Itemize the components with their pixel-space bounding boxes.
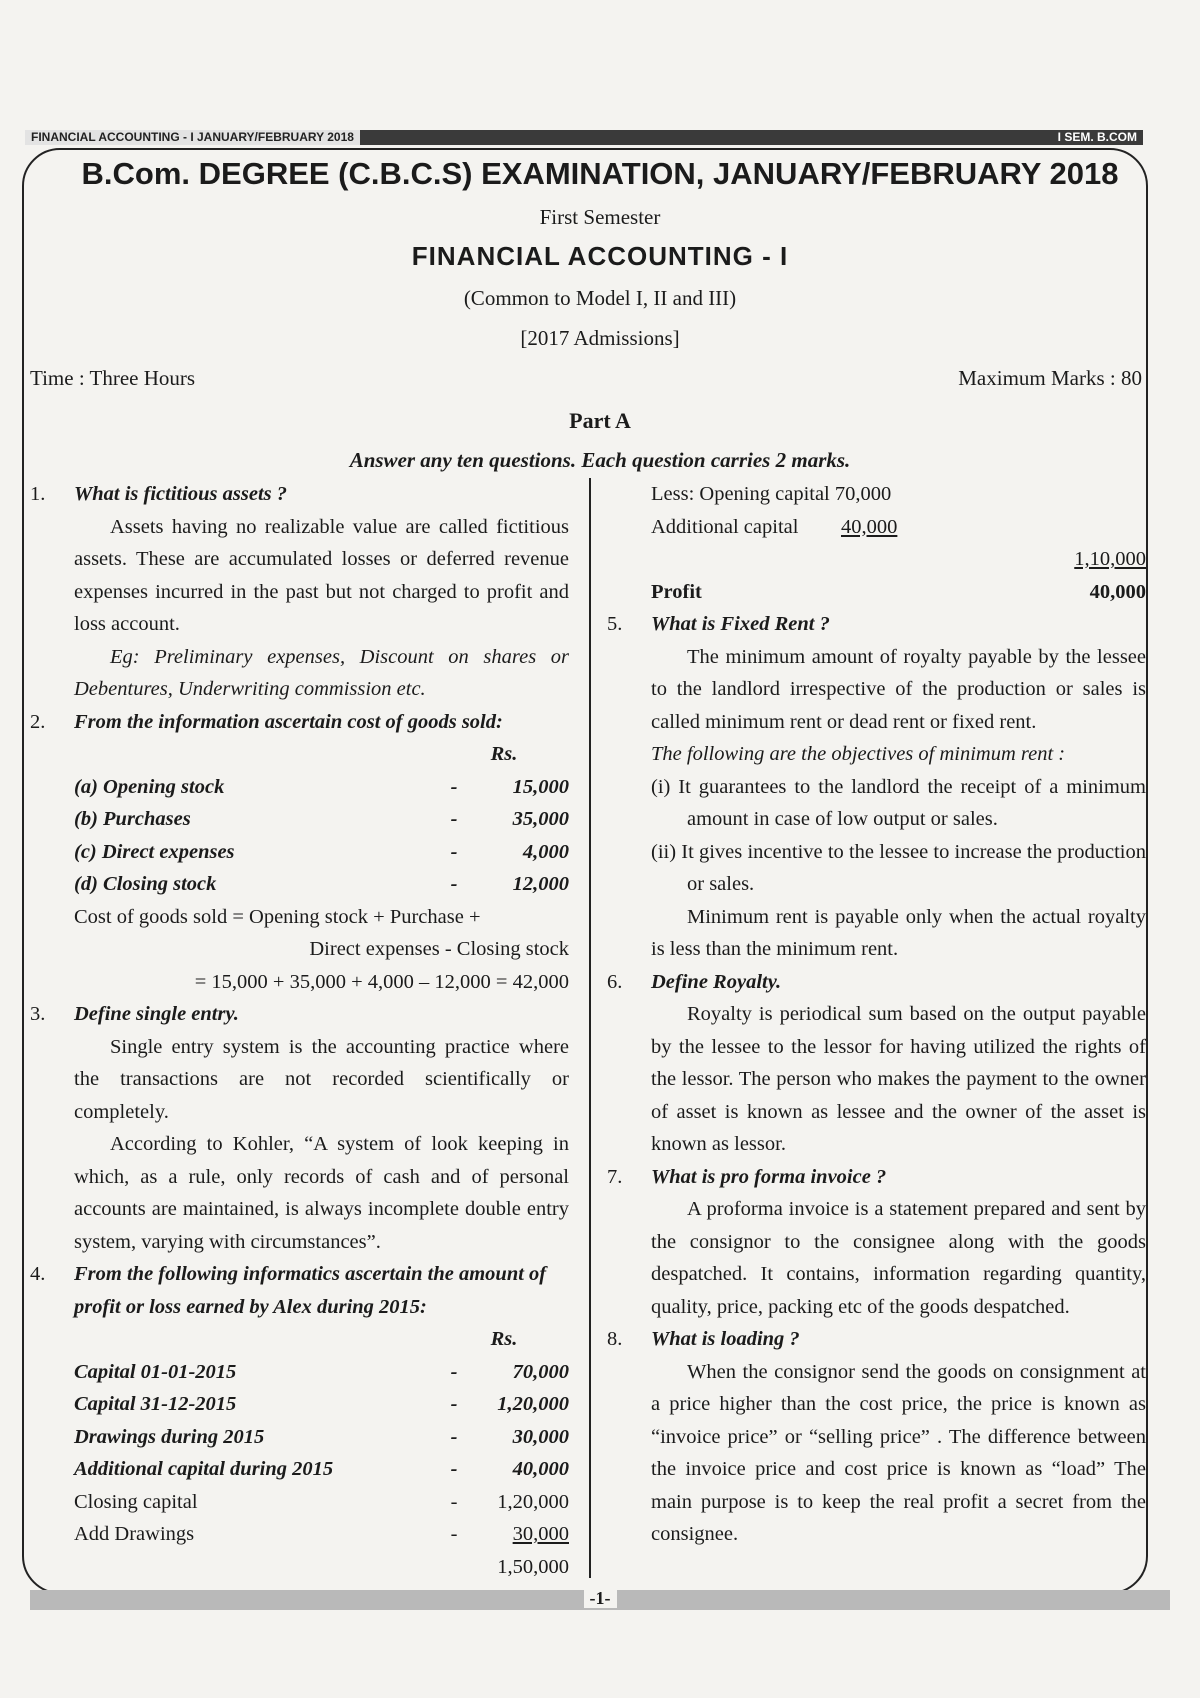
subject: FINANCIAL ACCOUNTING - I [411, 241, 789, 271]
question-title: Define Royalty. [651, 970, 782, 993]
question-number: 5. [607, 613, 623, 635]
formula-line-2: Direct expenses - Closing stock [309, 938, 569, 960]
table-row [74, 1551, 569, 1584]
question-title: What is Fixed Rent ? [651, 613, 830, 635]
less-line: Less: Opening capital 70,000 [651, 483, 892, 505]
exam-title: B.Com. DEGREE (C.B.C.S) EXAMINATION, JANUARY/FEBRUARY 2018 [81, 156, 1119, 191]
answer-1-example: Eg: Preliminary expenses, Discount on shares or Debentures, Underwriting commission etc. [74, 645, 569, 700]
question-title: What is pro forma invoice ? [651, 1165, 887, 1188]
table-row: Additional capital during 2015 - 40,000 [74, 1458, 569, 1480]
answer-1: Assets having no realizable value are called fictitious assets. These are accumulated losses or deferred revenue expenses incurred in the past but not charged to profit and loss account. [74, 515, 569, 635]
question-title: From the following informatics ascertain the amount of profit or loss earned by Alex during 2015: [74, 1263, 547, 1318]
table-row: Capital 31-12-2015 - 1,20,000 [74, 1393, 569, 1415]
question-number: 2. [30, 710, 46, 733]
left-column [30, 478, 569, 1583]
table-row: (d) Closing stock - 12,000 [74, 873, 569, 895]
rs-header: Rs. [490, 1328, 518, 1350]
subtotal: 1,10,000 [1074, 548, 1146, 570]
table-row: (b) Purchases - 35,000 [74, 808, 569, 830]
table-row [651, 543, 1146, 576]
table-row: (c) Direct expenses - 4,000 [74, 840, 569, 863]
question-5 [607, 608, 1146, 641]
question-7 [607, 1161, 1146, 1194]
table-row: Closing capital - 1,20,000 [74, 1490, 569, 1513]
answer-6: Royalty is periodical sum based on the output payable by the lessee to the lessor for having utilized the rights of the lessor. The person who makes the payment to the owner of asset is known as lessee and the owner of the asset is known as lessor. [651, 1003, 1146, 1155]
table-row: Add Drawings - 30,000 [74, 1523, 569, 1545]
header-strip-left: FINANCIAL ACCOUNTING - I JANUARY/FEBRUARY 2018 [25, 130, 360, 145]
instruction: Answer any ten questions. Each question carries 2 marks. [349, 448, 851, 472]
question-2 [30, 706, 569, 739]
table-row: (a) Opening stock - 15,000 [74, 775, 569, 798]
question-number: 3. [30, 1003, 46, 1025]
header-strip [25, 130, 1143, 145]
answer-5-point-2: (ii) It gives incentive to the lessee to increase the production or sales. [651, 840, 1146, 895]
column-divider [589, 478, 591, 1578]
question-8 [607, 1323, 1146, 1356]
answer-5-end: Minimum rent is payable only when the actual royalty is less than the minimum rent. [651, 905, 1146, 960]
table-row: Drawings during 2015 - 30,000 [74, 1425, 569, 1448]
total-value: 1,50,000 [497, 1555, 569, 1578]
semester: First Semester [539, 205, 661, 229]
rs-header: Rs. [490, 743, 518, 765]
right-column [607, 478, 1146, 1551]
question-title: What is fictitious assets ? [74, 483, 288, 505]
question-title: What is loading ? [651, 1328, 800, 1350]
table-row: Capital 01-01-2015 - 70,000 [74, 1360, 569, 1383]
answer-8: When the consignor send the goods on consignment at a price higher than the cost price, the price is known as “invoice price” or “selling price” . The difference between the invoice price and cost price is known as “load” The main purpose is to keep the real profit a secret from the consignee. [651, 1360, 1146, 1545]
question-number: 1. [30, 483, 46, 505]
question-3 [30, 998, 569, 1031]
question-4 [30, 1258, 569, 1323]
answer-3-part-2: According to Kohler, “A system of look keeping in which, as a rule, only records of cash and of personal accounts are maintained, is always incomplete double entry system, varying with circumstances”. [74, 1133, 569, 1253]
time: Time : Three Hours [30, 366, 196, 390]
question-1 [30, 478, 569, 511]
answer-7: A proforma invoice is a statement prepared and sent by the consignor to the consignee along with the goods despatched. It contains, information regarding quantity, quality, price, packing etc of the goods despatched. [651, 1198, 1146, 1318]
question-number: 8. [607, 1328, 623, 1350]
answer-3-part-1: Single entry system is the accounting practice where the transactions are not recorded scientifically or completely. [74, 1035, 569, 1123]
page-number: -1- [0, 1588, 1200, 1609]
question-title: From the information ascertain cost of goods sold: [74, 710, 503, 733]
answer-5-objectives: The following are the objectives of minimum rent : [651, 743, 1066, 765]
question-number: 4. [30, 1263, 46, 1285]
max-marks: Maximum Marks : 80 [958, 366, 1142, 390]
header-strip-right: I SEM. B.COM [1057, 130, 1137, 144]
common-note: (Common to Model I, II and III) [463, 286, 737, 310]
part-heading: Part A [569, 408, 631, 433]
formula-line-1: Cost of goods sold = Opening stock + Purchase + [74, 905, 481, 928]
question-6 [607, 966, 1146, 999]
table-row: Additional capital 40,000 [651, 515, 898, 538]
answer-5: The minimum amount of royalty payable by the lessee to the landlord irrespective of the production or sales is called minimum rent or dead rent or fixed rent. [651, 645, 1146, 733]
answer-5-point-1: (i) It guarantees to the landlord the receipt of a minimum amount in case of low output or sales. [651, 775, 1146, 830]
profit-row: Profit 40,000 [651, 580, 1146, 603]
admissions: [2017 Admissions] [520, 326, 680, 350]
question-title: Define single entry. [74, 1003, 239, 1025]
formula-line-3: = 15,000 + 35,000 + 4,000 – 12,000 = 42,000 [194, 970, 569, 993]
question-number: 6. [607, 970, 623, 993]
question-number: 7. [607, 1165, 623, 1188]
